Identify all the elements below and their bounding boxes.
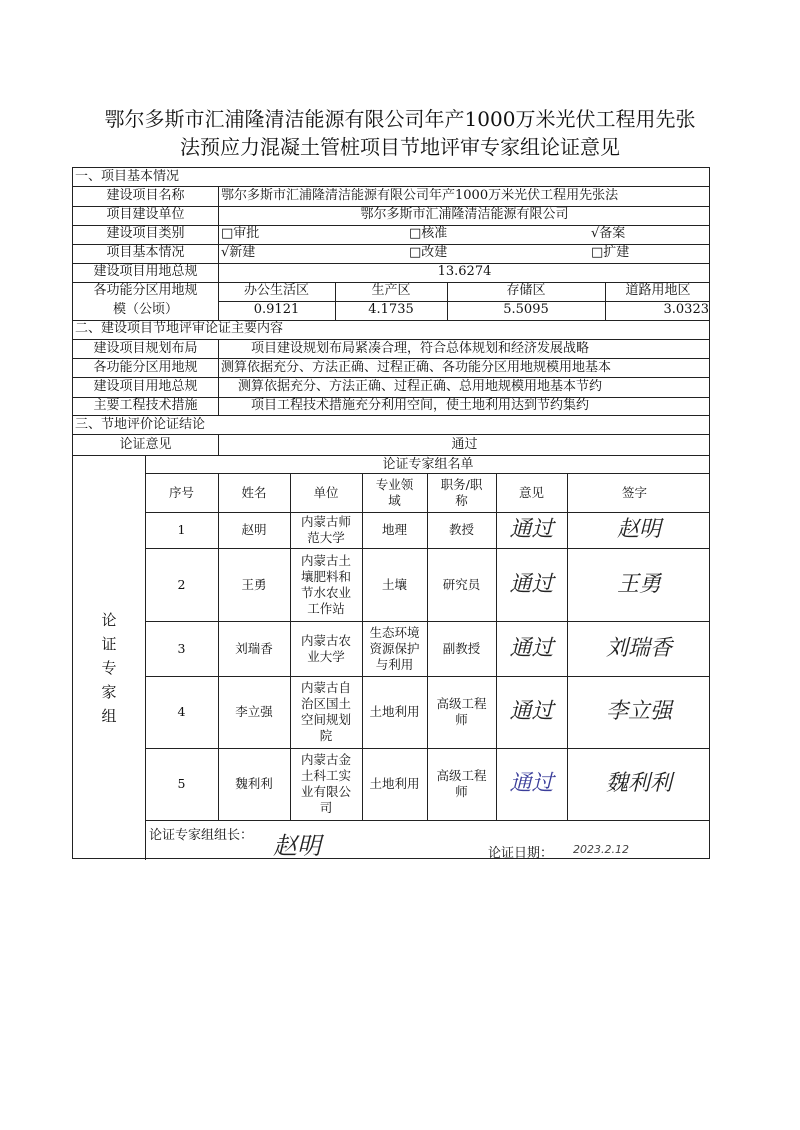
expert-name: 李立强	[235, 704, 273, 719]
expert-list-title: 论证专家组名单	[382, 457, 474, 472]
opinion-value: 通过	[451, 437, 478, 452]
expert-field: 土地利用	[369, 776, 420, 791]
expert-unit: 内蒙古自 治区国土 空间规划 院	[300, 680, 351, 743]
expert-field: 生态环境 资源保护 与利用	[369, 624, 420, 672]
expert-signature: 赵明	[616, 517, 661, 542]
date-value: 2023.2.12	[573, 843, 629, 856]
expert-opinion-handwritten: 通过	[509, 517, 554, 542]
row-label-basic: 项目基本情况	[106, 245, 185, 260]
expert-unit: 内蒙古金 土科工实 业有限公 司	[300, 752, 351, 815]
expert-signature: 李立强	[605, 699, 672, 724]
expert-field: 地理	[381, 522, 407, 537]
zone-value-production: 4.1735	[368, 302, 414, 317]
row-label-total-area: 建设项目用地总规	[93, 264, 198, 279]
opinion-label: 论证意见	[119, 437, 172, 452]
col-header-no: 序号	[168, 484, 194, 500]
col-header-opinion: 意见	[518, 484, 544, 500]
row-value-tech: 项目工程技术措施充分利用空间，使土地利用达到节约集约	[251, 398, 590, 413]
expert-opinion-handwritten: 通过	[509, 699, 554, 724]
expert-unit: 内蒙古农 业大学	[300, 632, 351, 664]
expert-title: 教授	[448, 522, 474, 537]
expert-opinion-handwritten: 通过	[509, 771, 554, 796]
zone-name-office: 办公生活区	[243, 283, 309, 298]
expert-opinion-handwritten: 通过	[509, 571, 554, 597]
expert-opinion-handwritten: 通过	[509, 635, 554, 661]
date-label: 论证日期：	[488, 846, 554, 861]
option-approval-checkbox[interactable]: □审批	[221, 226, 260, 241]
col-header-field: 专业领 域	[375, 476, 414, 508]
section3-heading: 三、节地评价论证结论	[75, 417, 206, 432]
col-header-sign: 签字	[622, 484, 648, 500]
document-title-line2: 法预应力混凝土管桩项目节地评审专家组论证意见	[180, 135, 620, 159]
expert-title: 研究员	[442, 576, 481, 592]
expert-group-label: 论 证 专 家 组	[101, 611, 117, 725]
zone-value-storage: 5.5095	[503, 302, 549, 317]
zone-value-office: 0.9121	[253, 302, 300, 317]
row-label-zones-2: 模（公顷）	[112, 302, 178, 317]
row-label-zones-1: 各功能分区用地规	[93, 283, 198, 298]
expert-title: 高级工程 师	[436, 696, 487, 727]
expert-field: 土壤	[381, 576, 407, 592]
row-value-total-scale: 测算依据充分、方法正确、过程正确、总用地规模用地基本节约	[238, 379, 603, 394]
leader-label: 论证专家组组长：	[149, 828, 254, 843]
expert-name: 王勇	[241, 576, 267, 592]
row-label-layout: 建设项目规划布局	[93, 341, 198, 356]
expert-name: 魏利利	[235, 776, 273, 791]
expert-no: 2	[177, 576, 186, 592]
option-record-checkbox[interactable]: √备案	[591, 226, 626, 241]
row-value-zone-scale: 测算依据充分、方法正确、过程正确、各功能分区用地规模用地基本	[221, 360, 612, 375]
zone-name-production: 生产区	[371, 283, 411, 298]
expert-unit: 内蒙古师 范大学	[300, 514, 351, 545]
expert-title: 高级工程 师	[436, 768, 487, 799]
row-value-total-area: 13.6274	[437, 264, 492, 279]
row-value-project-name: 鄂尔多斯市汇浦隆清洁能源有限公司年产1000万米光伏工程用先张法	[221, 188, 619, 203]
row-label-unit: 项目建设单位	[106, 207, 185, 222]
expert-name: 刘瑞香	[235, 640, 273, 656]
zone-value-road: 3.0323	[663, 302, 709, 317]
zone-name-road: 道路用地区	[625, 283, 691, 298]
section2-heading: 二、建设项目节地评审论证主要内容	[75, 321, 284, 336]
option-verify-checkbox[interactable]: □核准	[409, 226, 448, 241]
row-label-zone-scale: 各功能分区用地规	[93, 360, 198, 375]
expert-no: 4	[177, 704, 186, 719]
row-label-total-scale: 建设项目用地总规	[93, 379, 198, 394]
row-value-unit: 鄂尔多斯市汇浦隆清洁能源有限公司	[360, 207, 569, 222]
expert-name: 赵明	[241, 522, 267, 537]
expert-signature: 刘瑞香	[605, 635, 672, 661]
col-header-unit: 单位	[313, 484, 339, 500]
expert-title: 副教授	[442, 640, 481, 656]
option-expand-checkbox[interactable]: □扩建	[591, 245, 630, 260]
expert-no: 1	[177, 522, 186, 537]
zone-name-storage: 存储区	[506, 283, 546, 298]
expert-signature: 魏利利	[605, 771, 672, 796]
review-form-table	[72, 167, 710, 859]
col-header-name: 姓名	[241, 484, 267, 500]
section1-heading: 一、项目基本情况	[75, 169, 180, 184]
option-rebuild-checkbox[interactable]: □改建	[409, 245, 448, 260]
row-value-layout: 项目建设规划布局紧凑合理，符合总体规划和经济发展战略	[251, 341, 590, 356]
row-label-tech: 主要工程技术措施	[93, 398, 198, 413]
document-title-line1: 鄂尔多斯市汇浦隆清洁能源有限公司年产1000万米光伏工程用先张	[104, 107, 696, 131]
row-label-project-name: 建设项目名称	[106, 188, 185, 203]
expert-no: 3	[177, 640, 186, 656]
expert-no: 5	[177, 776, 186, 791]
col-header-title: 职务/职 称	[440, 476, 483, 508]
expert-signature: 王勇	[616, 571, 661, 597]
leader-signature: 赵明	[273, 832, 321, 860]
expert-field: 土地利用	[369, 704, 420, 719]
expert-unit: 内蒙古土 壤肥料和 节水农业 工作站	[300, 552, 351, 616]
row-label-category: 建设项目类别	[106, 226, 185, 241]
option-new-checkbox[interactable]: √新建	[221, 245, 256, 260]
